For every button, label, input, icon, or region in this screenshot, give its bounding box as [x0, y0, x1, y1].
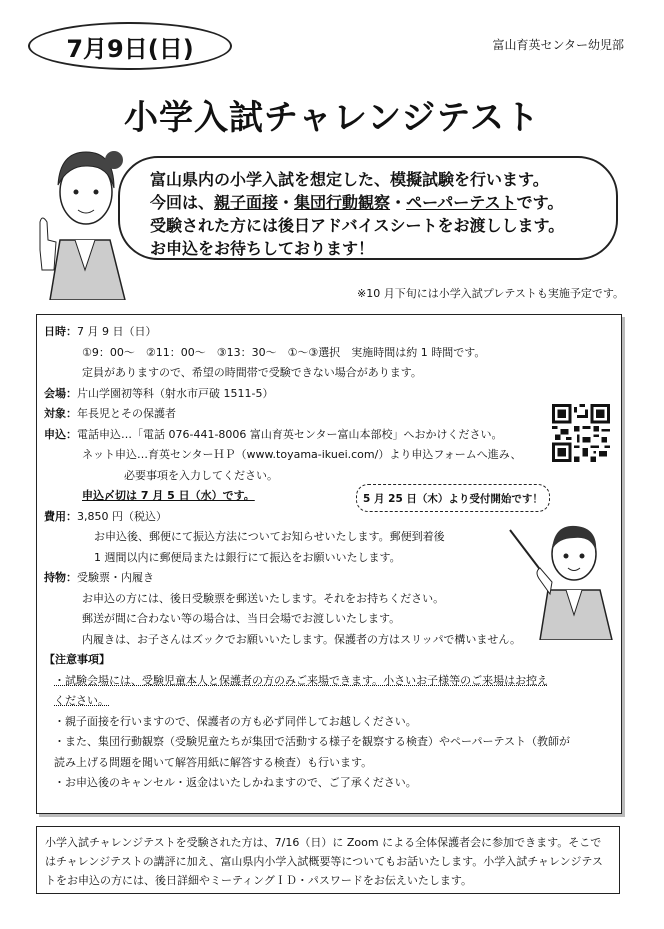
venue-label: 会場： — [44, 386, 77, 400]
page-title: 小学入試チャレンジテスト — [124, 98, 540, 138]
note-2: ・親子面接を行いますので、保護者の方も必ず同伴してお越しください。 — [54, 714, 417, 728]
apply-net-2: 必要事項を入力してください。 — [124, 468, 278, 482]
zoom-meeting-notice: 小学入試チャレンジテストを受験された方は、7/16（日）に Zoom による全体保護者会に参加できます。そこではチャレンジテストの講評に加え、富山県内小学入試概要等についてもお話いたします。小学入試チャレンジテストをお申込の方には、後日詳細やミーティングＩＤ・パスワードをお伝えいたします。 — [36, 826, 620, 894]
apply-deadline: 申込〆切は 7 月 5 日（水）です。 — [82, 489, 255, 502]
note-3a: ・また、集団行動観察（受験児童たちが集団で活動する様子を観察する検査）やペーパーテスト（教師が — [54, 735, 571, 748]
items-label: 持物： — [44, 571, 77, 584]
time-slots: ①9：00～ ②11：00～ ③13：30～ ①～③選択 実施時間は約 1 時間です。 — [82, 345, 486, 359]
apply-net: ネット申込…育英センターＨＰ（www.toyama-ikuei.com/）より申込フォームへ進み、 — [82, 448, 522, 461]
target-value: 年長児とその保護者 — [77, 407, 176, 420]
reception-start-callout: 5 月 25 日（木）より受付開始です！ — [356, 484, 550, 512]
event-date: 7月9日(日) — [66, 34, 194, 63]
apply-label: 申込： — [44, 427, 77, 441]
items-note-3: 内履きは、お子さんはズックでお願いいたします。保護者の方はスリッパで構いません。 — [82, 632, 522, 646]
fee-note-2: 1 週間以内に郵便局または銀行にて振込をお願いいたします。 — [94, 550, 401, 564]
pretest-note: ※10 月下旬には小学入試プレテストも実施予定です。 — [357, 287, 624, 300]
venue-value: 片山学園初等科（射水市戸破 1511-5） — [77, 386, 274, 400]
speech-line-1: 富山県内の小学入試を想定した、模擬試験を行います。 — [150, 170, 549, 189]
note-3b: 読み上げる問題を聞いて解答用紙に解答する検査）も行います。 — [54, 755, 373, 769]
date-bubble — [28, 22, 232, 70]
fee-label: 費用： — [44, 509, 77, 523]
items-note-1: お申込の方には、後日受験票を郵送いたします。それをお持ちください。 — [82, 591, 445, 605]
date-value: 7 月 9 日（日） — [77, 325, 157, 338]
fee-note-1: お申込後、郵便にて振込方法についてお知らせいたします。郵便到着後 — [94, 530, 445, 543]
date-label: 日時： — [44, 325, 77, 338]
note-1a: ・試験会場には、受験児童本人と保護者の方のみご来場できます。小さいお子様等のご来場はお控え — [54, 673, 549, 687]
fee-value: 3,850 円（税込） — [77, 509, 167, 523]
items-value: 受験票・内履き — [77, 571, 154, 584]
apply-phone: 電話申込…「電話 076-441-8006 富山育英センター富山本部校」へおかけください。 — [77, 427, 503, 441]
speech-line-4: お申込をお待ちしております！ — [150, 239, 375, 258]
time-note: 定員がありますので、希望の時間帯で受験できない場合があります。 — [82, 366, 422, 379]
speech-line-3: 受験された方には後日アドバイスシートをお渡しします。 — [150, 216, 565, 235]
man-teacher-illustration — [500, 510, 620, 640]
speech-bubble — [118, 156, 618, 260]
target-label: 対象： — [44, 407, 77, 420]
note-4: ・お申込後のキャンセル・返金はいたしかねますので、ご了承ください。 — [54, 776, 417, 789]
notes-title: 【注意事項】 — [44, 653, 110, 666]
qr-code-icon[interactable] — [552, 404, 610, 462]
items-note-2: 郵送が間に合わない等の場合は、当日会場でお渡しいたします。 — [82, 612, 401, 625]
note-1b: ください。 — [54, 694, 109, 707]
speech-line-2: 今回は、親子面接・集団行動観察・ペーパーテストです。 — [150, 193, 564, 212]
organization-name: 富山育英センター幼児部 — [492, 38, 624, 52]
